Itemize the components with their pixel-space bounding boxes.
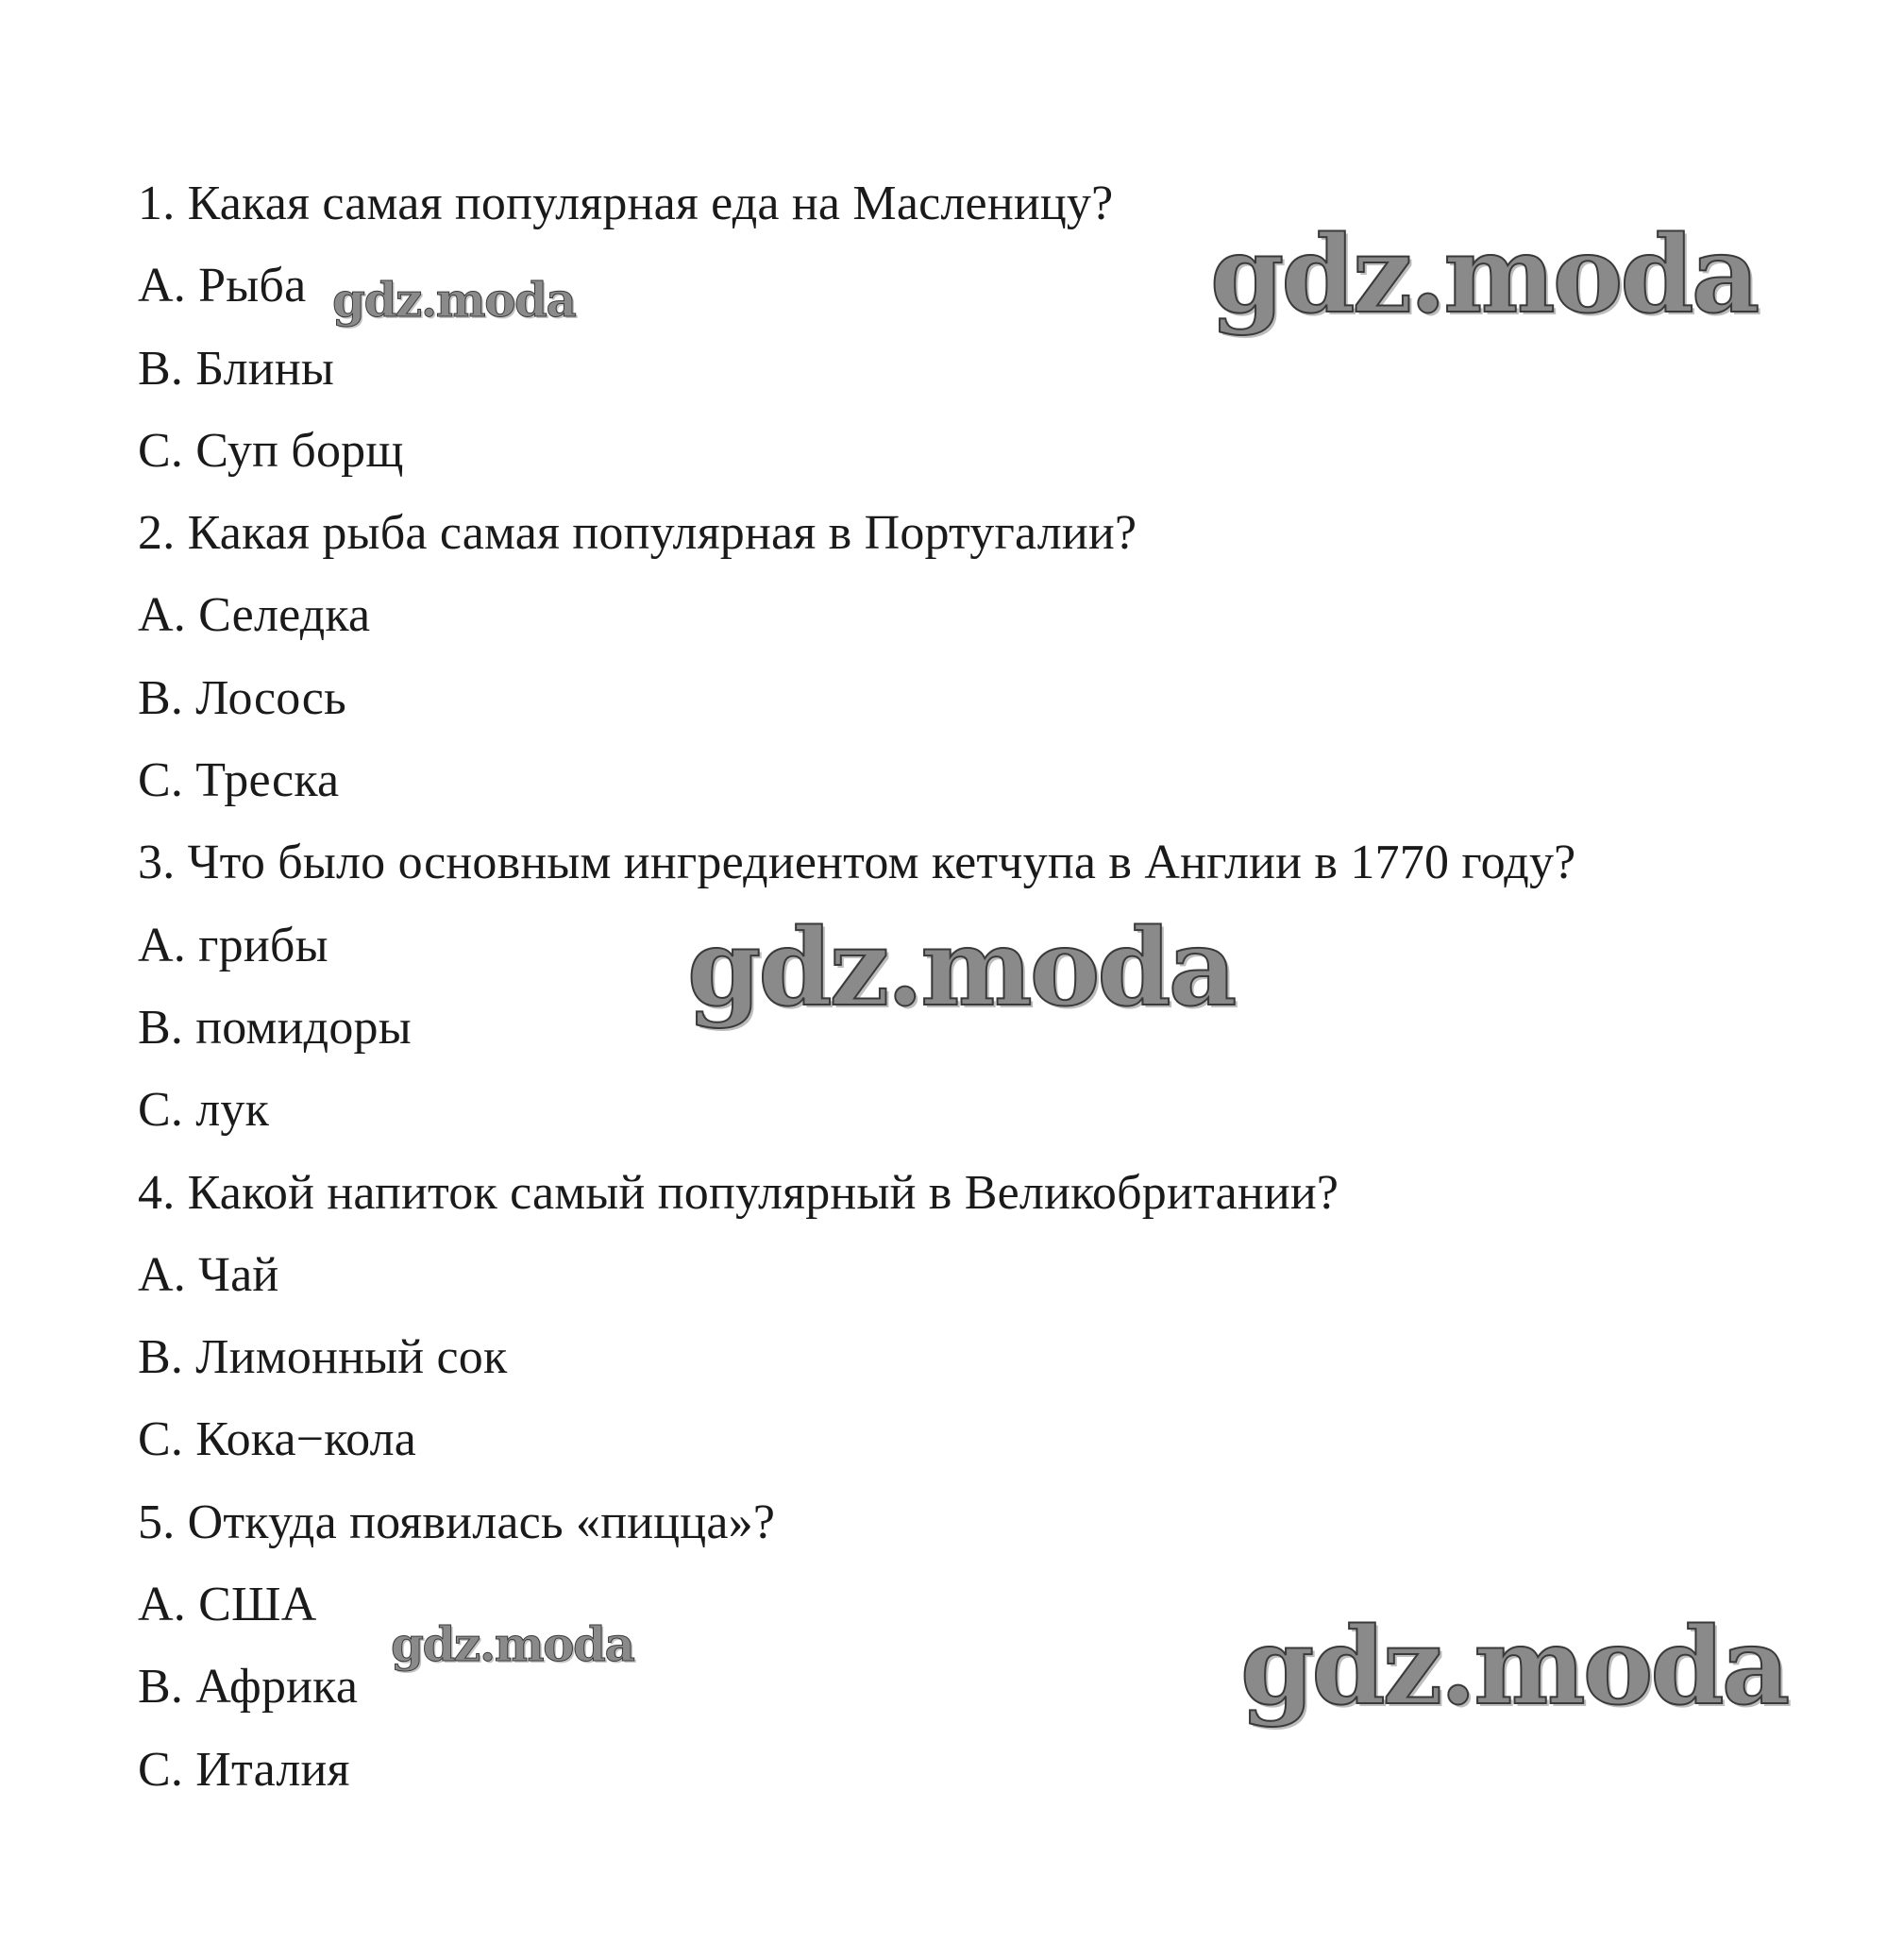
watermark: gdz.moda [332, 272, 576, 328]
question-4: 4. Какой напиток самый популярный в Великобритании? [138, 1165, 1339, 1220]
question-2-option-c: C. Треска [138, 753, 340, 808]
question-3-option-b: B. помидоры [138, 1000, 412, 1055]
question-4-option-c: C. Кока−кола [138, 1412, 417, 1467]
question-4-option-b: B. Лимонный сок [138, 1330, 508, 1385]
watermark: gdz.moda [1210, 213, 1758, 337]
question-5-option-b: B. Африка [138, 1660, 359, 1715]
question-5-option-a: A. США [138, 1578, 317, 1632]
question-4-option-a: A. Чай [138, 1247, 279, 1302]
question-3-option-a: A. грибы [138, 918, 328, 972]
question-1-option-b: B. Блины [138, 341, 335, 396]
question-3-option-c: C. лук [138, 1083, 270, 1138]
watermark: gdz.moda [687, 906, 1235, 1030]
question-2-option-b: B. Лосось [138, 670, 346, 725]
question-1-option-c: C. Суп борщ [138, 423, 404, 478]
watermark: gdz.moda [391, 1616, 634, 1672]
watermark: gdz.moda [1240, 1605, 1788, 1729]
question-2-option-a: A. Селедка [138, 588, 371, 643]
question-3: 3. Что было основным ингредиентом кетчупа в Англии в 1770 году? [138, 836, 1576, 890]
question-1: 1. Какая самая популярная еда на Масленицу? [138, 177, 1114, 230]
question-5-option-c: C. Италия [138, 1742, 350, 1797]
question-5: 5. Откуда появилась «пицца»? [138, 1495, 776, 1549]
question-1-option-a: A. Рыба [138, 259, 307, 313]
question-2: 2. Какая рыба самая популярная в Португалии? [138, 506, 1137, 561]
